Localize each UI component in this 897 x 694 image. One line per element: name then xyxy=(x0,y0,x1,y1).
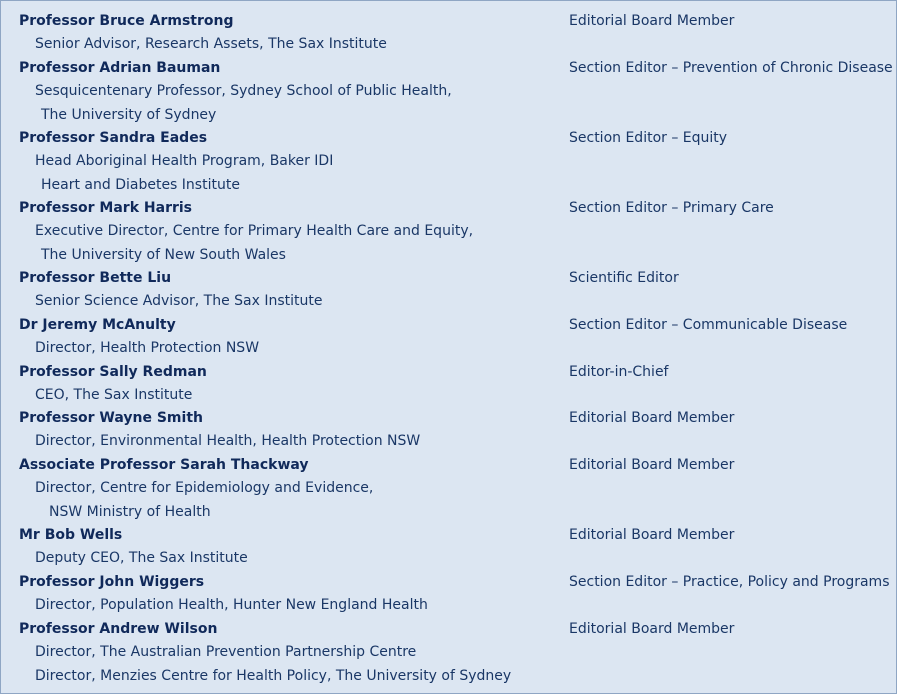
member-name: Professor Wayne Smith xyxy=(19,410,203,426)
member-affiliation: Director, Centre for Epidemiology and Evidence, xyxy=(35,480,374,496)
member-affiliation: Senior Advisor, Research Assets, The Sax Institute xyxy=(35,36,387,52)
member-affiliation: Sesquicentenary Professor, Sydney School of Public Health, xyxy=(35,83,452,99)
member-affiliation: Senior Science Advisor, The Sax Institute xyxy=(35,293,323,309)
member-role: Editorial Board Member xyxy=(569,527,735,543)
member-name: Professor John Wiggers xyxy=(19,574,205,590)
member-name: Professor Andrew Wilson xyxy=(19,621,218,637)
member-name: Professor Sandra Eades xyxy=(19,130,208,146)
member-role: Editorial Board Member xyxy=(569,621,735,637)
member-role: Editorial Board Member xyxy=(569,13,735,29)
member-affiliation: NSW Ministry of Health xyxy=(49,504,211,520)
member-affiliation: The University of New South Wales xyxy=(41,247,286,263)
member-role: Editor-in-Chief xyxy=(569,364,669,380)
member-name: Professor Bette Liu xyxy=(19,270,172,286)
member-affiliation: Executive Director, Centre for Primary Health Care and Equity, xyxy=(35,223,474,239)
member-affiliation: Director, Population Health, Hunter New England Health xyxy=(35,597,428,613)
member-name: Professor Bruce Armstrong xyxy=(19,13,234,29)
member-affiliation: Heart and Diabetes Institute xyxy=(41,177,240,193)
member-name: Associate Professor Sarah Thackway xyxy=(19,457,309,473)
member-name: Professor Sally Redman xyxy=(19,364,207,380)
member-role: Editorial Board Member xyxy=(569,457,735,473)
member-role: Editorial Board Member xyxy=(569,410,735,426)
member-role: Section Editor – Prevention of Chronic Disease xyxy=(569,60,893,76)
member-affiliation: Director, Health Protection NSW xyxy=(35,340,260,356)
member-affiliation: Director, Menzies Centre for Health Policy, The University of Sydney xyxy=(35,668,512,684)
member-name: Professor Mark Harris xyxy=(19,200,193,216)
member-affiliation: Director, The Australian Prevention Partnership Centre xyxy=(35,644,417,660)
member-name: Mr Bob Wells xyxy=(19,527,123,543)
member-role: Section Editor – Primary Care xyxy=(569,200,774,216)
member-affiliation: Director, Environmental Health, Health Protection NSW xyxy=(35,433,421,449)
member-affiliation: Deputy CEO, The Sax Institute xyxy=(35,550,248,566)
member-name: Dr Jeremy McAnulty xyxy=(19,317,176,333)
member-role: Section Editor – Equity xyxy=(569,130,728,146)
member-affiliation: The University of Sydney xyxy=(41,107,217,123)
member-role: Section Editor – Practice, Policy and Programs xyxy=(569,574,890,590)
member-name: Professor Adrian Bauman xyxy=(19,60,221,76)
member-affiliation: CEO, The Sax Institute xyxy=(35,387,193,403)
member-role: Section Editor – Communicable Disease xyxy=(569,317,848,333)
member-affiliation: Head Aboriginal Health Program, Baker IDI xyxy=(35,153,334,169)
member-role: Scientific Editor xyxy=(569,270,679,286)
